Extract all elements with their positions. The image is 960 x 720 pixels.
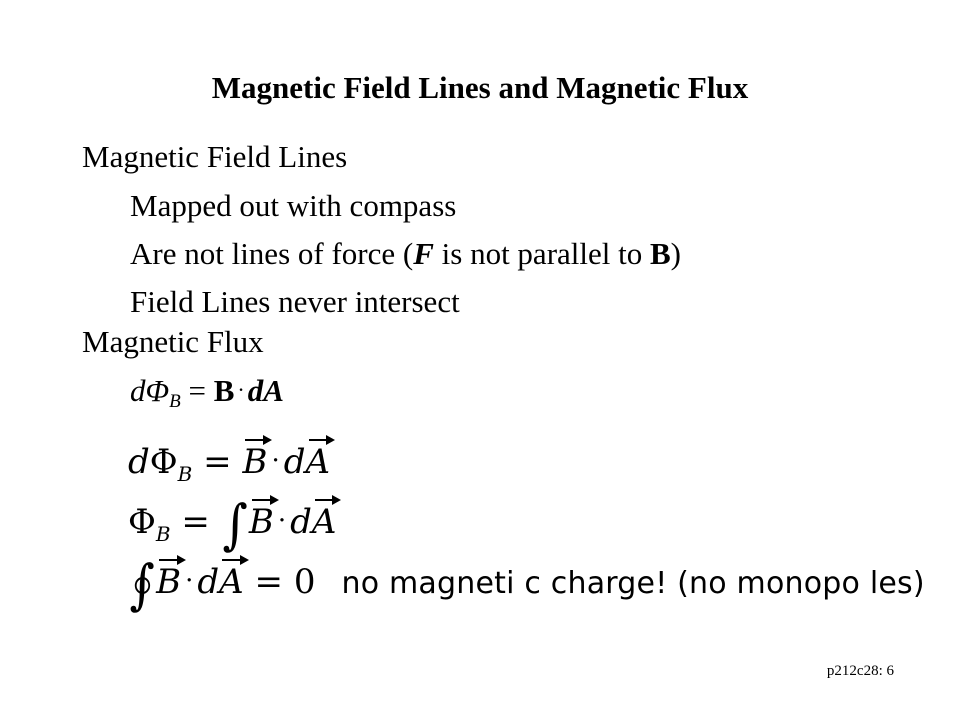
vector-a: A bbox=[312, 497, 337, 547]
symbol-d: d bbox=[128, 442, 150, 482]
symbol-d: d bbox=[197, 562, 220, 602]
sub-bullet-compass: Mapped out with compass bbox=[130, 188, 457, 223]
inline-flux-equation bbox=[130, 370, 284, 422]
vector-b: B bbox=[249, 497, 274, 547]
monopole-note: no magneti c charge! (no monopo les) bbox=[341, 566, 925, 601]
integral-sign: ∫ bbox=[222, 493, 248, 556]
symbol-phi: Φ bbox=[149, 442, 178, 482]
slide-title: Magnetic Field Lines and Magnetic Flux bbox=[211, 70, 749, 105]
subscript-b: B bbox=[169, 391, 181, 412]
symbol-da: dA bbox=[247, 373, 284, 408]
text-fragment: is not parallel to bbox=[433, 236, 650, 271]
integral-glyph: ∫ bbox=[129, 553, 155, 616]
equals-sign: = bbox=[254, 562, 284, 602]
symbol-d: d bbox=[130, 373, 146, 408]
symbol-phi: Φ bbox=[145, 373, 170, 408]
equation-total-flux bbox=[128, 493, 337, 559]
equation-differential-flux bbox=[128, 436, 330, 499]
vector-b: B bbox=[242, 437, 267, 487]
zero-value: 0 bbox=[293, 562, 316, 602]
integral-loop-icon bbox=[135, 577, 150, 594]
equals-sign: = bbox=[188, 373, 206, 408]
vector-a: A bbox=[306, 437, 331, 487]
sub-bullet-never-intersect: Field Lines never intersect bbox=[130, 284, 460, 319]
symbol-b: B bbox=[213, 373, 235, 408]
dot-operator: · bbox=[277, 506, 287, 536]
equals-sign: = bbox=[181, 502, 210, 542]
field-symbol: B bbox=[649, 236, 671, 271]
slide-footer: p212c28: 6 bbox=[826, 663, 894, 679]
symbol-d: d bbox=[283, 442, 306, 482]
dot-operator: · bbox=[185, 566, 194, 596]
dot-operator: · bbox=[271, 446, 280, 476]
symbol-d: d bbox=[290, 502, 312, 542]
vector-a: A bbox=[219, 557, 244, 607]
vector-b: B bbox=[156, 557, 181, 607]
closed-integral-sign bbox=[129, 553, 155, 616]
subscript-b: B bbox=[155, 522, 171, 546]
bullet-magnetic-flux: Magnetic Flux bbox=[82, 324, 264, 359]
text-fragment: Are not lines of force ( bbox=[130, 236, 414, 271]
subscript-b: B bbox=[177, 462, 193, 486]
force-symbol: F bbox=[413, 236, 434, 271]
bullet-magnetic-field-lines: Magnetic Field Lines bbox=[82, 139, 348, 174]
text-fragment: ) bbox=[670, 236, 681, 271]
sub-bullet-not-lines-of-force bbox=[130, 234, 681, 274]
equation-closed-surface-flux bbox=[128, 553, 925, 616]
dot-operator: · bbox=[237, 377, 245, 402]
symbol-phi: Φ bbox=[128, 502, 156, 542]
equals-sign: = bbox=[203, 442, 232, 482]
